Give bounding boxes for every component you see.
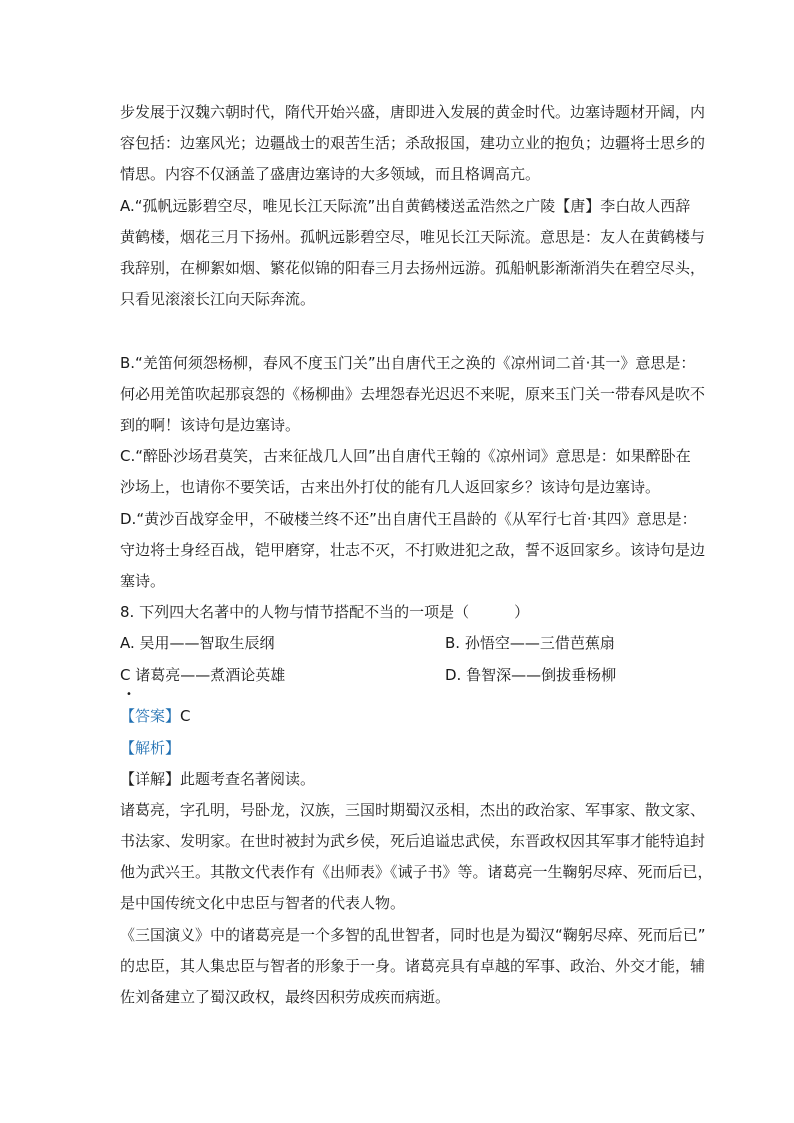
detail-tag: 【详解】 xyxy=(120,770,181,788)
intro-line-2: 容包括：边塞风光；边疆战士的艰苦生活；杀敌报国，建功立业的抱负；边疆将士思乡的 xyxy=(120,134,706,152)
question-8-option-c: C 诸葛亮——煮酒论英雄 xyxy=(120,666,286,684)
analysis-p2-line-3: 佐刘备建立了蜀汉政权，最终因积劳成疾而病逝。 xyxy=(120,988,451,1006)
analysis-p2-line-2: 的忠臣，其人集忠臣与智者的形象于一身。诸葛亮具有卓越的军事、政治、外交才能，辅 xyxy=(120,957,706,975)
answer-tag: 【答案】 xyxy=(120,707,181,725)
question-8-option-d: D. 鲁智深——倒拔垂杨柳 xyxy=(445,666,617,684)
analysis-p2-line-1: 《三国演义》中的诸葛亮是一个多智的乱世智者，同时也是为蜀汉“鞠躬尽瘁、死而后已” xyxy=(120,926,706,944)
detail-line xyxy=(120,769,315,789)
analysis-p1-line-4: 是中国传统文化中忠臣与智者的代表人物。 xyxy=(120,894,406,912)
option-a-line-3: 我辞别，在柳絮如烟、繁花似锦的阳春三月去扬州远游。孤船帆影渐渐消失在碧空尽头， xyxy=(120,259,706,277)
option-b-line-1: B.“羌笛何须怨杨柳，春风不度玉门关”出自唐代王之涣的《凉州词二首·其一》意思是： xyxy=(120,354,696,372)
option-d-line-2: 守边将士身经百战，铠甲磨穿，壮志不灭，不打败进犯之敌，誓不返回家乡。该诗句是边 xyxy=(120,541,706,559)
analysis-tag: 【解析】 xyxy=(120,739,181,757)
option-b-line-3: 到的啊！该诗句是边塞诗。 xyxy=(120,416,301,434)
option-c-line-1: C.“醉卧沙场君莫笑，古来征战几人回”出自唐代王翰的《凉州词》意思是：如果醉卧在 xyxy=(120,447,691,465)
option-a-line-4: 只看见滚滚长江向天际奔流。 xyxy=(120,290,316,308)
intro-line-3: 情思。内容不仅涵盖了盛唐边塞诗的大多领域，而且格调高亢。 xyxy=(120,165,541,183)
intro-line-1: 步发展于汉魏六朝时代，隋代开始兴盛，唐即进入发展的黄金时代。边塞诗题材开阔，内 xyxy=(120,103,706,121)
analysis-p1-line-2: 书法家、发明家。在世时被封为武乡侯，死后追谥忠武侯，东晋政权因其军事才能特追封 xyxy=(120,832,706,850)
analysis-line xyxy=(120,738,180,758)
option-a-line-2: 黄鹤楼，烟花三月下扬州。孤帆远影碧空尽，唯见长江天际流。意思是：友人在黄鹤楼与 xyxy=(120,228,706,246)
answer-line xyxy=(120,706,191,726)
option-d-line-3: 塞诗。 xyxy=(120,572,166,590)
emphasis-dot-mark: • xyxy=(126,689,132,700)
option-d-line-1: D.“黄沙百战穿金甲，不破楼兰终不还”出自唐代王昌龄的《从军行七首·其四》意思是： xyxy=(120,510,697,528)
analysis-p1-line-3: 他为武兴王。其散文代表作有《出师表》《诫子书》等。诸葛亮一生鞠躬尽瘁、死而后已， xyxy=(120,863,713,881)
option-b-line-2: 何必用羌笛吹起那哀怨的《杨柳曲》去埋怨春光迟迟不来呢，原来玉门关一带春风是吹不 xyxy=(120,385,706,403)
option-c-line-2: 沙场上，也请你不要笑话，古来出外打仗的能有几人返回家乡？该诗句是边塞诗。 xyxy=(120,478,661,496)
detail-text: 此题考查名著阅读。 xyxy=(180,770,316,788)
question-8-option-a: A. 吴用——智取生辰纲 xyxy=(120,634,275,652)
question-8-option-b: B. 孙悟空——三借芭蕉扇 xyxy=(445,634,615,652)
option-a-line-1: A.“孤帆远影碧空尽，唯见长江天际流”出自黄鹤楼送孟浩然之广陵【唐】李白故人西辞 xyxy=(120,197,691,215)
question-8-stem: 8. 下列四大名著中的人物与情节搭配不当的一项是（ ） xyxy=(120,603,530,621)
analysis-p1-line-1: 诸葛亮，字孔明，号卧龙，汉族，三国时期蜀汉丞相，杰出的政治家、军事家、散文家、 xyxy=(120,801,706,819)
answer-value: C xyxy=(180,707,191,725)
